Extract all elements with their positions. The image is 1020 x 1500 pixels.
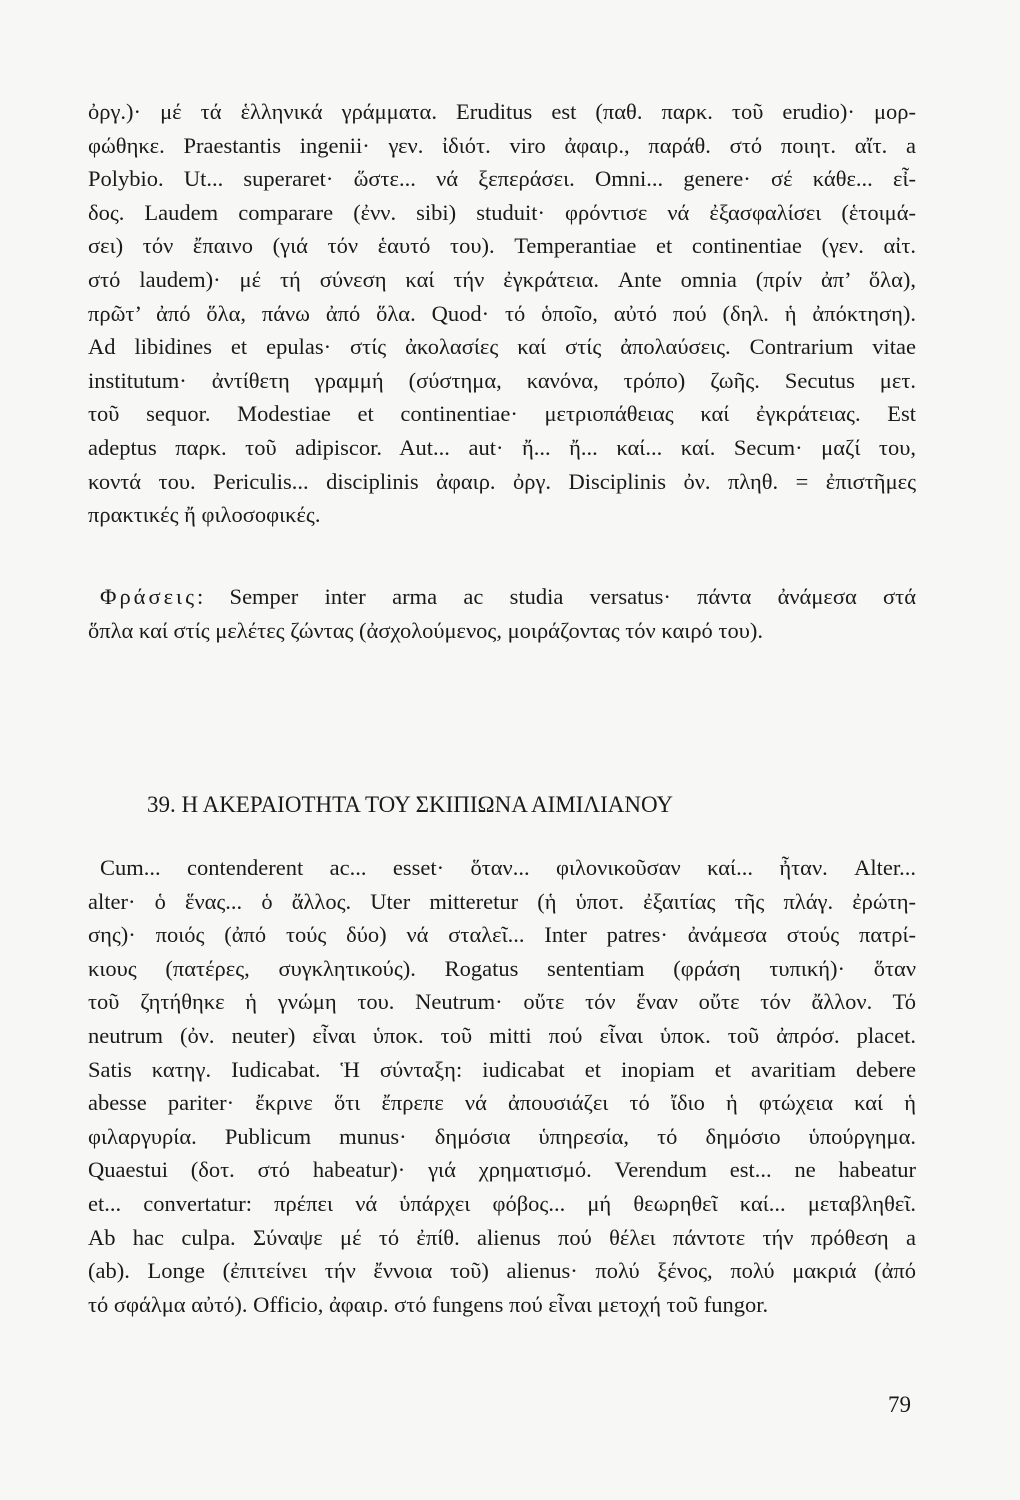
text-line: et... convertatur: πρέπει νά ὑπάρχει φόβος... μή θεωρηθεῖ καί... μεταβληθεῖ. xyxy=(88,1190,916,1216)
text-line: ὅπλα καί στίς μελέτες ζώντας (ἀσχολούμενος, μοιράζοντας τόν καιρό του). xyxy=(88,617,763,643)
text-line: Ad libidines et epulas· στίς ἀκολασίες καί στίς ἀπολαύσεις. Contrarium vitae xyxy=(88,334,916,360)
text-line: κιους (πατέρες, συγκλητικούς). Rogatus sententiam (φράση τυπική)· ὅταν xyxy=(88,955,916,981)
section-paragraph xyxy=(88,851,916,1321)
page-number: 79 xyxy=(888,1392,911,1417)
text-line: Cum... contenderent ac... esset· ὅταν... φιλονικοῦσαν καί... ἦταν. Alter... xyxy=(100,855,916,880)
text-line: σει) τόν ἔπαινο (γιά τόν ἑαυτό του). Temperantiae et continentiae (γεν. αἰτ. xyxy=(88,233,916,259)
text-line: (ab). Longe (ἐπιτείνει τήν ἔννοια τοῦ) alienus· πολύ ξένος, πολύ μακριά (ἀπό xyxy=(88,1258,916,1284)
text-line: πρακτικές ἤ φιλοσοφικές. xyxy=(88,502,321,528)
text-line xyxy=(88,580,916,614)
text-line: φιλαργυρία. Publicum munus· δημόσια ὑπηρεσία, τό δημόσιο ὑπούργημα. xyxy=(88,1123,916,1149)
text-line: δος. Laudem comparare (ἐνν. sibi) studuit· φρόντισε νά ἐξασφαλίσει (ἑτοιμά- xyxy=(88,199,916,225)
phrases-paragraph xyxy=(88,580,916,647)
text-line: Satis κατηγ. Iudicabat. Ἡ σύνταξη: iudicabat et inopiam et avaritiam debere xyxy=(88,1056,916,1082)
text-line: στό laudem)· μέ τή σύνεση καί τήν ἐγκράτεια. Ante omnia (πρίν ἀπ’ ὅλα), xyxy=(88,266,916,292)
phrases-label: Φράσεις xyxy=(100,584,198,609)
text-line: neutrum (ὀν. neuter) εἶναι ὑποκ. τοῦ mitti πού εἶναι ὑποκ. τοῦ ἀπρόσ. placet. xyxy=(88,1022,916,1048)
text-line: φώθηκε. Praestantis ingenii· γεν. ἰδιότ. viro ἀφαιρ., παράθ. στό ποιητ. αἴτ. a xyxy=(88,132,916,158)
text-line: adeptus παρκ. τοῦ adipiscor. Aut... aut· ἤ... ἤ... καί... καί. Secum· μαζί του, xyxy=(88,434,916,460)
section-heading: 39. Η ΑΚΕΡΑΙΟΤΗΤΑ ΤΟΥ ΣΚΙΠΙΩΝΑ ΑΙΜΙΛΙΑΝΟΥ xyxy=(147,792,674,817)
text-line: τοῦ ζητήθηκε ἡ γνώμη του. Neutrum· οὔτε τόν ἕναν οὔτε τόν ἄλλον. Τό xyxy=(88,989,916,1015)
text-line: τό σφάλμα αὐτό). Officio, ἀφαιρ. στό fungens πού εἶναι μετοχή τοῦ fungor. xyxy=(88,1291,769,1317)
text-line: τοῦ sequor. Modestiae et continentiae· μετριοπάθειας καί ἐγκράτειας. Est xyxy=(88,401,916,427)
text-line: institutum· ἀντίθετη γραμμή (σύστημα, κανόνα, τρόπο) ζωῆς. Secutus μετ. xyxy=(88,367,916,393)
phrases-text: : Semper inter arma ac studia versatus· πάντα ἀνάμεσα στά xyxy=(197,584,916,609)
text-line: πρῶτ’ ἀπό ὅλα, πάνω ἀπό ὅλα. Quod· τό ὁποῖο, αὐτό πού (δηλ. ἡ ἀπόκτηση). xyxy=(88,300,916,326)
text-line: Polybio. Ut... superaret· ὥστε... νά ξεπεράσει. Omni... genere· σέ κάθε... εἶ- xyxy=(88,166,916,192)
text-line: abesse pariter· ἔκρινε ὅτι ἔπρεπε νά ἀπουσιάζει τό ἴδιο ἡ φτώχεια καί ἡ xyxy=(88,1090,916,1116)
text-line: ὀργ.)· μέ τά ἑλληνικά γράμματα. Eruditus est (παθ. παρκ. τοῦ erudio)· μορ- xyxy=(88,99,916,124)
text-line: Ab hac culpa. Σύναψε μέ τό ἐπίθ. alienus πού θέλει πάντοτε τήν πρόθεση a xyxy=(88,1224,916,1250)
text-line: σης)· ποιός (ἀπό τούς δύο) νά σταλεῖ... Inter patres· ἀνάμεσα στούς πατρί- xyxy=(88,922,916,948)
text-line: κοντά του. Periculis... disciplinis ἀφαιρ. ὀργ. Disciplinis ὀν. πληθ. = ἐπιστῆμες xyxy=(88,468,916,494)
text-line: Quaestui (δοτ. στό habeatur)· γιά χρηματισμό. Verendum est... ne habeatur xyxy=(88,1157,916,1183)
commentary-paragraph xyxy=(88,95,916,532)
text-line: alter· ὁ ἕνας... ὁ ἄλλος. Uter mitteretur (ἡ ὑποτ. ἐξαιτίας τῆς πλάγ. ἐρώτη- xyxy=(88,888,916,914)
